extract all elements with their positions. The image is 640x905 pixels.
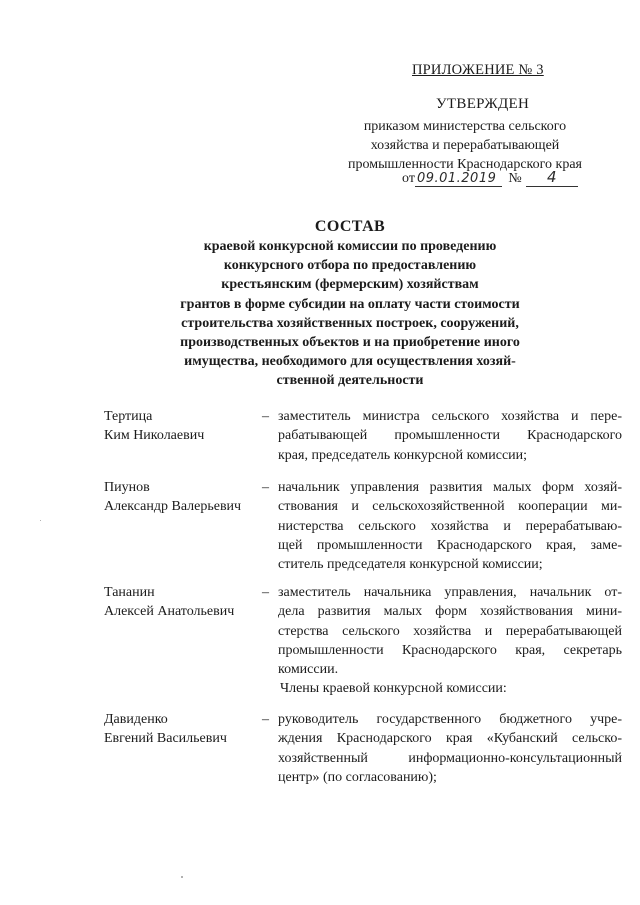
order-line: промышленности Краснодарского края [348,157,582,172]
handwritten-date: 09.01.2019 [415,171,502,187]
handwritten-number: 4 [526,168,578,187]
member-name [104,478,254,517]
member-surname: Давиденко [104,712,168,727]
member-description [278,710,622,787]
order-line: хозяйства и перерабатывающей [370,138,560,153]
description-line: центр» (по согласованию); [278,769,437,785]
description-line: стерства сельского хозяйства и перерабатывающей [278,623,622,639]
number-label: № [508,171,522,186]
date-prefix: от [402,171,415,186]
member-given-name: Александр Валерьевич [104,499,242,515]
description-line: щей промышленности Краснодарского края, заме- [278,537,622,553]
description-line: заместитель начальника управления, начальник от- [278,585,622,600]
title-line: краевой конкурсной комиссии по проведению [203,239,497,254]
member-surname: Тананин [104,585,155,600]
member-description [278,478,622,574]
description-line: рабатывающей промышленности Краснодарского [278,428,622,444]
member-given-name: Алексей Анатольевич [104,604,235,620]
member-dash: – [262,712,269,727]
title-heading: СОСТАВ [314,218,386,235]
member-dash: – [262,409,269,424]
description-line: дела развития малых форм хозяйствования мини- [278,604,622,620]
title-line: строительства хозяйственных построек, сооружений, [181,315,519,331]
members-caption: Члены краевой конкурсной комиссии: [280,681,507,696]
member-surname: Пиунов [104,480,150,495]
member-name [104,407,254,446]
approved-label: УТВЕРЖДЕН [436,96,530,112]
member-description [278,583,622,679]
description-line: промышленности Краснодарского края, секретарь [278,642,622,658]
description-line: ствования и сельскохозяйственной кооперации ми- [278,499,622,515]
appendix-label: ПРИЛОЖЕНИЕ № 3 [412,62,544,78]
description-line: заместитель министра сельского хозяйства и пере- [278,409,622,424]
member-dash: – [262,585,269,600]
title-line: ственной деятельности [276,373,424,389]
order-line: приказом министерства сельского [363,119,567,134]
description-line: ждения Краснодарского края «Кубанский сельско- [278,731,622,747]
description-line: начальник управления развития малых форм хозяй- [278,480,622,495]
title-line: крестьянским (фермерским) хозяйствам [221,277,479,293]
title-line: грантов в форме субсидии на оплату части стоимости [180,296,520,312]
member-description [278,407,622,465]
description-line: ститель председателя конкурсной комиссии; [278,557,543,573]
description-line: хозяйственный информационно-консультационный [278,750,622,766]
member-surname: Тертица [104,409,153,424]
scan-speck [40,520,41,521]
title-line: конкурсного отбора по предоставлению [223,258,477,274]
scan-speck [181,876,183,878]
title-line: имущества, необходимого для осуществления хозяй- [184,354,516,370]
description-line: края, председатель конкурсной комиссии; [278,447,528,463]
title-line: производственных объектов и на приобретение иного [180,335,520,351]
order-date-line [402,168,578,187]
member-name [104,710,254,749]
member-given-name: Ким Николаевич [104,428,205,444]
member-dash: – [262,480,269,495]
document-title [140,217,560,391]
member-name [104,583,254,622]
description-line: нистерства сельского хозяйства и перерабатываю- [278,518,622,534]
description-line: руководитель государственного бюджетного учре- [278,712,622,727]
description-line: комиссии. [278,662,339,678]
member-given-name: Евгений Васильевич [104,731,227,747]
